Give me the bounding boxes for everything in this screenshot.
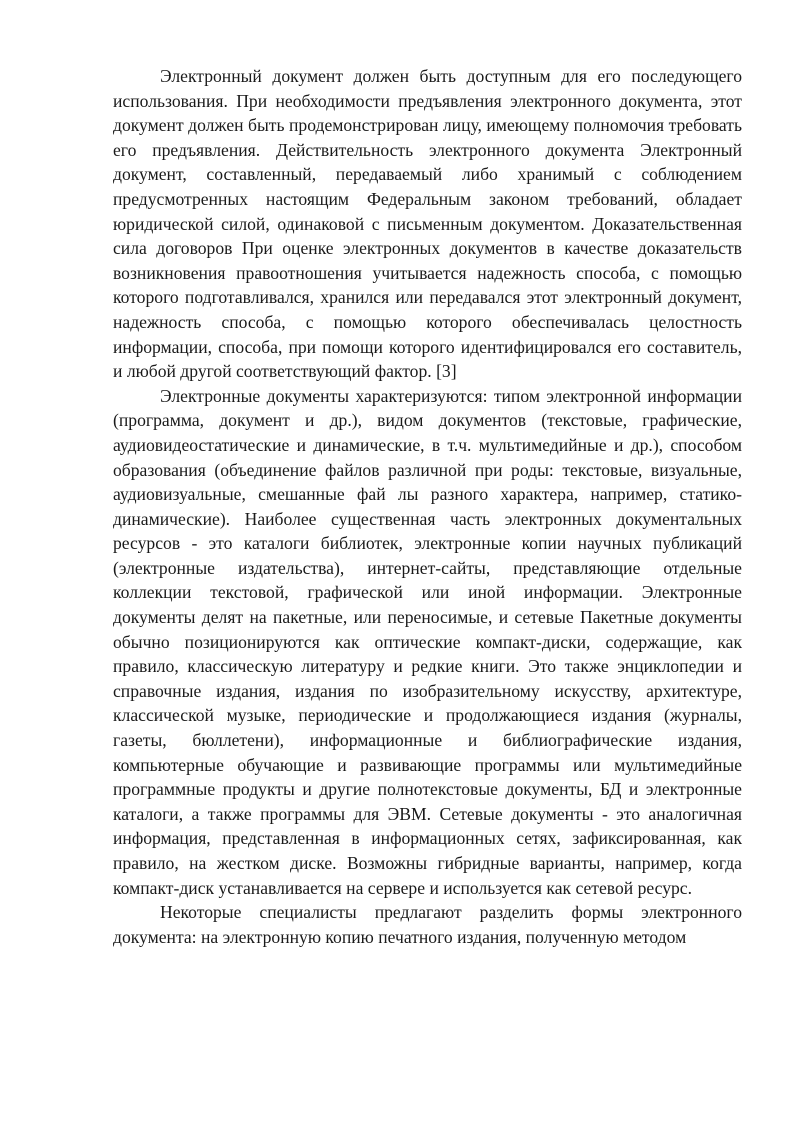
paragraph-3: Некоторые специалисты предлагают разделить формы электронного документа: на электронную копию печатного издания, полученную методом (113, 902, 742, 947)
paragraph-1: Электронный документ должен быть доступным для его последующего использования. При необходимости предъявления электронного документа, этот документ должен быть продемонстрирован лицу, имеющему полномочия требовать его предъявления. Действительность электронного документа Электронный документ, составленный, передаваемый либо хранимый с соблюдением предусмотренных настоящим Федеральным законом требований, обладает юридической силой, одинаковой с письменным документом. Доказательственная сила договоров При оценке электронных документов в качестве доказательств возникновения правоотношения учитывается надежность способа, с помощью которого подготавливался, хранился или передавался этот электронный документ, надежность способа, с помощью которого обеспечивалась целостность информации, способа, при помощи которого идентифицировался его составитель, и любой другой соответствующий фактор. [3] (113, 66, 742, 382)
paragraph-2: Электронные документы характеризуются: типом электронной информации (программа, документ и др.), видом документов (текстовые, графические, аудиовидеостатические и динамические, в т.ч. мультимедийные и др.), способом образования (объединение файлов различной при роды: текстовые, визуальные, аудиовизуальные, смешанные фай лы разного характера, например, статико-динамические). Наиболее существенная часть электронных документальных ресурсов - это каталоги библиотек, электронные копии научных публикаций (электронные издательства), интернет-сайты, представляющие отдельные коллекции текстовой, графической или иной информации. Электронные документы делят на пакетные, или переносимые, и сетевые Пакетные документы обычно позиционируются как оптические компакт-диски, содержащие, как правило, классическую литературу и редкие книги. Это также энциклопедии и справочные издания, издания по изобразительному искусству, архитектуре, классической музыке, периодические и продолжающиеся издания (журналы, газеты, бюллетени), информационные и библиографические издания, компьютерные обучающие и развивающие программы или мультимедийные программные продукты и другие полнотекстовые документы, БД и электронные каталоги, а также программы для ЭВМ. Сетевые документы - это аналогичная информация, представленная в информационных сетях, зафиксированная, как правило, на жестком диске. Возможны гибридные варианты, например, когда компакт-диск устанавливается на сервере и используется как сетевой ресурс. (113, 385, 742, 898)
